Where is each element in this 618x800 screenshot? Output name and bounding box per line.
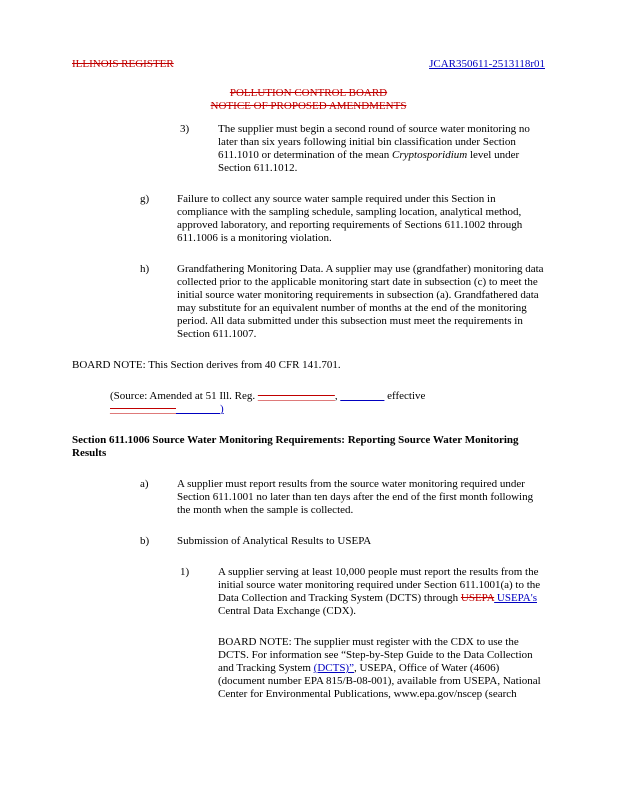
item-3-label: 3) [180, 123, 190, 135]
item-a-text: A supplier must report results from the source water monitoring required under Section 611.1001 no later than ten days after the end of the first month following the month when the sample is collected. [177, 478, 534, 516]
item-h-label: h) [140, 263, 150, 275]
board-note-2-text-post: , USEPA, Office of Water (4606) (document number EPA 815/B-08-001), available from USEPA, National Center for Environmental Publications, www.epa.gov/nscep (search [218, 662, 541, 700]
board-note-1: BOARD NOTE: This Section derives from 40 CFR 141.701. [72, 359, 341, 371]
section-heading: Section 611.1006 Source Water Monitoring Requirements: Reporting Source Water Monitoring Results [72, 434, 519, 459]
board-note-2-text-pre: BOARD NOTE: The supplier must register with the CDX to use the DCTS. For information see “Step-by-Step Guide to the Data Collection and Tracking System [218, 636, 533, 674]
source-inserted-blank: ________ [340, 390, 385, 402]
source-effective: effective [384, 390, 426, 402]
item-a-label: a) [140, 478, 149, 490]
header-register-title: ILLINOIS REGISTER [72, 58, 174, 70]
paragraph-item-g [72, 193, 545, 245]
paragraph-item-3 [72, 123, 545, 175]
item-3-text-italic: Cryptosporidium [392, 149, 468, 161]
source-line [110, 390, 545, 416]
source-deleted-blank: ______________ [257, 390, 335, 402]
item-b1-text-post: Central Data Exchange (CDX). [218, 605, 357, 617]
paragraph-item-b [72, 535, 545, 548]
item-b1-text [218, 566, 545, 618]
paragraph-item-a [72, 478, 545, 517]
page-header [72, 58, 545, 71]
board-note-2 [218, 636, 545, 701]
item-b-text: Submission of Analytical Results to USEPA [177, 535, 372, 547]
source-line2-inserted-blank: ________ [176, 403, 220, 415]
document-titles [72, 87, 545, 113]
source-prefix: (Source: Amended at 51 Ill. Reg. [110, 390, 258, 402]
item-g-label: g) [140, 193, 150, 205]
item-g-text: Failure to collect any source water sample required under this Section in compliance with the sampling schedule, sampling location, analytical method, approved laboratory, and reporting requirements of Sections 611.1002 through 611.1006 is a monitoring violation. [177, 193, 523, 244]
header-jcar-number: JCAR350611-2513118r01 [429, 58, 545, 70]
source-comma: , [334, 390, 341, 402]
item-3-text-post: level under Section 611.1012. [218, 149, 520, 174]
paragraph-item-b1 [72, 566, 545, 618]
item-h-text: Grandfathering Monitoring Data. A supplier may use (grandfather) monitoring data collected prior to the applicable monitoring start date in subsection (c) to meet the initial source water monitoring requirements in subsection (a). Grandfathered data may substitute for an equivalent number of months at the end of the monitoring period. All data submitted under this subsection must meet the requirements in Section 611.1007. [177, 263, 544, 340]
item-b1-deleted: USEPA [460, 592, 495, 604]
item-3-text [218, 123, 545, 175]
board-title: POLLUTION CONTROL BOARD [229, 87, 388, 99]
source-line2-deleted-blank: ____________ [110, 403, 176, 415]
item-b1-text-pre: A supplier serving at least 10,000 people must report the results from the initial source water monitoring required under Section 611.1001(a) to the Data Collection and Tracking System (DCTS) through [218, 566, 541, 604]
paragraph-item-h [72, 263, 545, 341]
source-close-paren: ) [220, 403, 224, 415]
item-3-text-pre: The supplier must begin a second round of source water monitoring no later than six years following initial bin classification under Section 611.1010 or determination of the mean [218, 123, 530, 161]
item-b-label: b) [140, 535, 150, 547]
board-note-2-inserted: (DCTS)” [313, 662, 354, 674]
item-b1-inserted: USEPA's [494, 592, 537, 604]
notice-title: NOTICE OF PROPOSED AMENDMENTS [210, 100, 407, 112]
item-b1-label: 1) [180, 566, 190, 578]
